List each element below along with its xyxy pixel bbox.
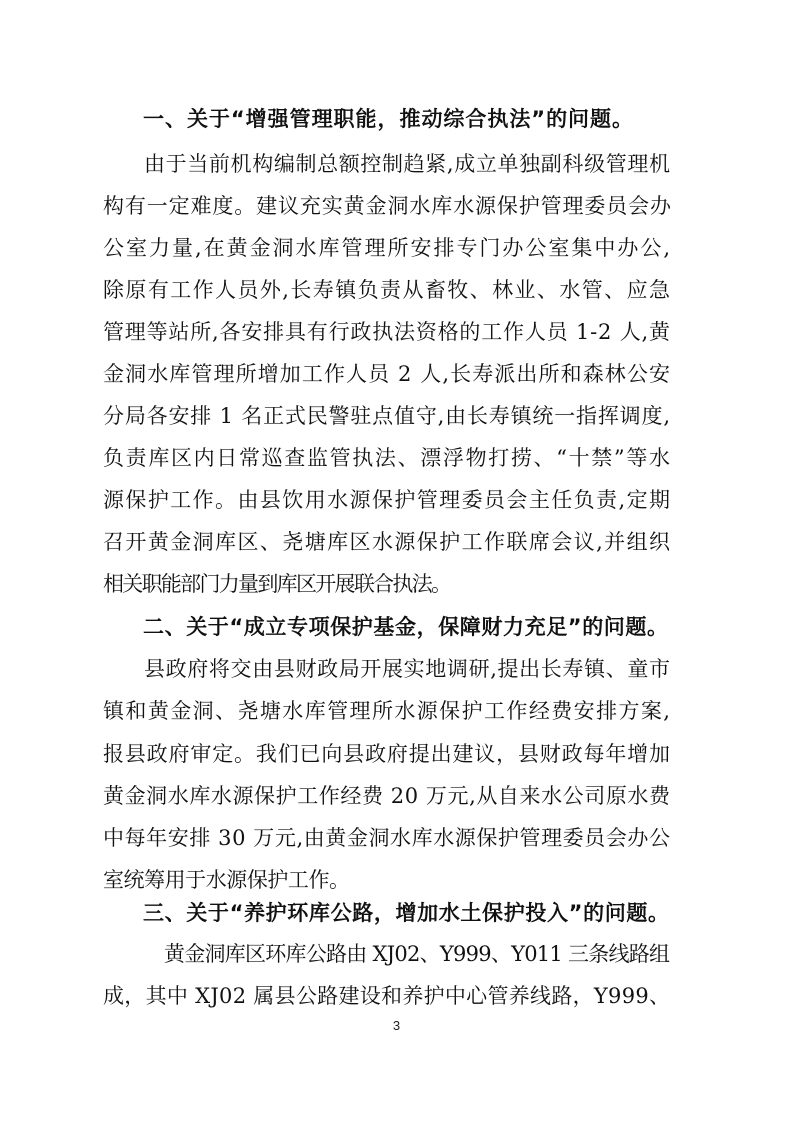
- paragraph-line: 中每年安排 30 万元,由黄金洞水库水源保护管理委员会办公: [103, 826, 671, 850]
- heading-2: 二、关于“成立专项保护基金，保障财力充足”的问题。: [143, 615, 669, 639]
- heading-1: 一、关于“增强管理职能，推动综合执法”的问题。: [143, 107, 634, 131]
- paragraph-line: 除原有工作人员外,长寿镇负责从畜牧、林业、水管、应急: [103, 278, 672, 302]
- paragraph-line: 黄金洞库区环库公路由 XJ02、Y999、Y011 三条线路组: [164, 942, 670, 966]
- paragraph-line: 镇和黄金洞、尧塘水库管理所水源保护工作经费安排方案,: [103, 699, 672, 723]
- paragraph-line: 召开黄金洞库区、尧塘库区水源保护工作联席会议,并组织: [103, 530, 672, 554]
- page-number: 3: [392, 1018, 401, 1033]
- paragraph-line: 构有一定难度。建议充实黄金洞水库水源保护管理委员会办: [103, 194, 672, 218]
- paragraph-line: 分局各安排 1 名正式民警驻点值守,由长寿镇统一指挥调度,: [103, 404, 671, 428]
- paragraph-line: 相关职能部门力量到库区开展联合执法。: [103, 572, 451, 596]
- paragraph-line: 公室力量,在黄金洞水库管理所安排专门办公室集中办公,: [103, 236, 672, 260]
- paragraph-line: 负责库区内日常巡查监管执法、漂浮物打捞、“十禁”等水: [103, 446, 672, 470]
- paragraph-line: 成，其中 XJ02 属县公路建设和养护中心管养线路，Y999、: [103, 984, 671, 1008]
- paragraph-line: 报县政府审定。我们已向县政府提出建议，县财政每年增加: [103, 742, 671, 766]
- paragraph-line: 由于当前机构编制总额控制趋紧,成立单独副科级管理机: [144, 152, 671, 176]
- paragraph-line: 管理等站所,各安排具有行政执法资格的工作人员 1-2 人,黄: [103, 320, 671, 344]
- paragraph-line: 县政府将交由县财政局开展实地调研,提出长寿镇、童市: [144, 657, 671, 681]
- paragraph-line: 黄金洞水库水源保护工作经费 20 万元,从自来水公司原水费: [103, 784, 671, 808]
- paragraph-line: 金洞水库管理所增加工作人员 2 人,长寿派出所和森林公安: [103, 362, 672, 386]
- heading-3: 三、关于“养护环库公路，增加水土保护投入”的问题。: [143, 901, 670, 925]
- paragraph-line: 源保护工作。由县饮用水源保护管理委员会主任负责,定期: [103, 488, 672, 512]
- paragraph-line: 室统筹用于水源保护工作。: [103, 868, 350, 892]
